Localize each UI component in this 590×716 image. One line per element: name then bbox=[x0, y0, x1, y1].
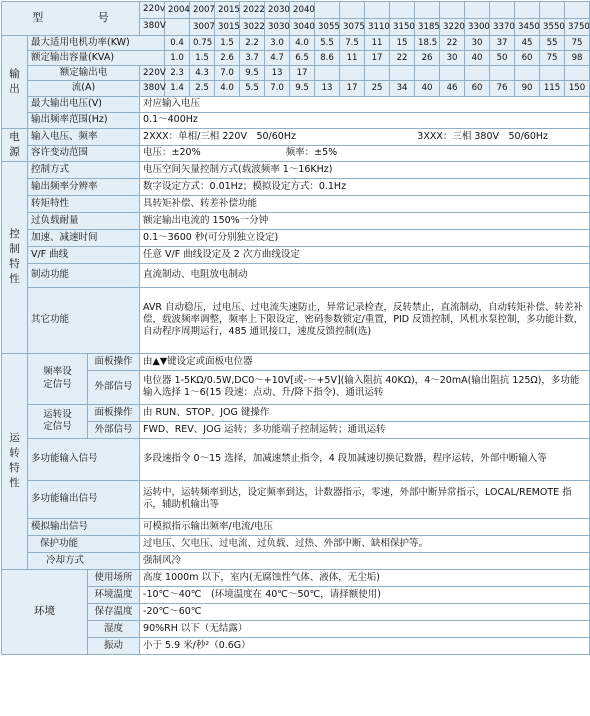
freq-set-label-2: 定信号 bbox=[43, 378, 72, 390]
model-cell: 3550 bbox=[540, 19, 565, 36]
section-char: 源 bbox=[9, 145, 20, 158]
section-char: 电 bbox=[9, 130, 20, 143]
current-380v-value: 9.5 bbox=[290, 81, 315, 96]
motor-power-value: 22 bbox=[440, 36, 465, 51]
freq-range-row bbox=[2, 112, 590, 128]
model-cell bbox=[565, 2, 590, 19]
model-cell: 2040 bbox=[290, 2, 315, 19]
current-220v-value: 13 bbox=[265, 66, 290, 81]
motor-power-value: 5.5 bbox=[315, 36, 340, 51]
capacity-value: 60 bbox=[515, 51, 540, 66]
current-380v-value: 40 bbox=[415, 81, 440, 96]
section-char: 制 bbox=[9, 243, 20, 256]
control-row bbox=[2, 263, 590, 287]
run-external-label: 外部信号 bbox=[88, 421, 140, 438]
current-label-1: 额定输出电 bbox=[28, 66, 140, 81]
section-char: 特 bbox=[9, 258, 20, 271]
control-row bbox=[2, 229, 590, 246]
model-cell: 2004 bbox=[165, 2, 190, 19]
control-value: 0.1～3600 秒(可分别独立设定) bbox=[140, 229, 590, 246]
control-value: 额定输出电流的 150%一分钟 bbox=[140, 212, 590, 229]
control-value: 数字设定方式：0.01Hz；模拟设定方式：0.1Hz bbox=[140, 178, 590, 195]
cooling-value: 强制风冷 bbox=[140, 552, 590, 569]
control-label: 过负载耐量 bbox=[28, 212, 140, 229]
model-cell: 3030 bbox=[265, 19, 290, 36]
freq-range-value: 0.1～400Hz bbox=[140, 112, 590, 128]
run-panel-value: 由 RUN、STOP、JOG 键操作 bbox=[140, 404, 590, 421]
model-cell: 3110 bbox=[365, 19, 390, 36]
env-value: 小于 5.9 米/秒²（0.6G） bbox=[140, 637, 590, 654]
current-220v-value: 7.0 bbox=[215, 66, 240, 81]
environment-section-header: 环境 bbox=[2, 569, 88, 654]
current-220v-value bbox=[465, 66, 490, 81]
multi-input-value: 多段速指令 0～15 选择，加减速禁止指令，4 段加减速切换记数器，程序运转，外部中断输入等 bbox=[140, 438, 590, 480]
protection-value: 过电压、欠电压、过电流、过负载、过热、外部中断、缺相保护等。 bbox=[140, 535, 590, 552]
freq-external-value-a: 电位器 1-5KΩ/0.5W,DC0～+10V[或-～+5V](输入阻抗 40KΩ)， bbox=[143, 374, 425, 386]
model-cell: 3022 bbox=[240, 19, 265, 36]
capacity-value: 2.6 bbox=[215, 51, 240, 66]
capacity-value: 1.5 bbox=[190, 51, 215, 66]
model-cell bbox=[415, 2, 440, 19]
control-value: 电压空间矢量控制方式(载波频率 1～16KHz) bbox=[140, 161, 590, 178]
current-220v-row bbox=[2, 66, 590, 81]
control-label: 制动功能 bbox=[28, 263, 140, 287]
voltage-380-label: 380V bbox=[140, 19, 165, 36]
multi-output-row bbox=[2, 480, 590, 518]
model-cell: 3007 bbox=[190, 19, 215, 36]
current-380v-value: 7.0 bbox=[265, 81, 290, 96]
current-380v-value: 5.5 bbox=[240, 81, 265, 96]
current-220v-value: 4.3 bbox=[190, 66, 215, 81]
section-char: 输 bbox=[9, 67, 20, 80]
freq-external-value bbox=[140, 370, 590, 404]
capacity-value: 75 bbox=[540, 51, 565, 66]
section-char: 运 bbox=[9, 432, 20, 445]
current-220v-value bbox=[315, 66, 340, 81]
model-label-1: 型 bbox=[32, 11, 44, 25]
control-row bbox=[2, 161, 590, 178]
run-panel-label: 面板操作 bbox=[88, 404, 140, 421]
motor-power-row bbox=[2, 36, 590, 51]
motor-power-value: 1.5 bbox=[215, 36, 240, 51]
model-cell: 3450 bbox=[515, 19, 540, 36]
env-label: 使用场所 bbox=[88, 569, 140, 586]
current-380v-label: 380V bbox=[140, 81, 165, 96]
multi-output-label: 多功能输出信号 bbox=[28, 480, 140, 518]
control-label: 控制方式 bbox=[28, 161, 140, 178]
model-cell bbox=[365, 2, 390, 19]
analog-output-row bbox=[2, 518, 590, 535]
env-row bbox=[2, 620, 590, 637]
model-cell: 3220 bbox=[440, 19, 465, 36]
current-220v-value bbox=[540, 66, 565, 81]
freq-external-label: 外部信号 bbox=[88, 370, 140, 404]
control-label: V/F 曲线 bbox=[28, 246, 140, 263]
current-380v-value: 13 bbox=[315, 81, 340, 96]
current-220v-value bbox=[490, 66, 515, 81]
capacity-value: 8.6 bbox=[315, 51, 340, 66]
model-label-2: 号 bbox=[97, 11, 109, 25]
control-label: 输出频率分辨率 bbox=[28, 178, 140, 195]
tolerance-value-a: 电压：±20% bbox=[143, 147, 201, 159]
model-header-cell bbox=[2, 2, 140, 36]
env-row bbox=[2, 586, 590, 603]
power-section-header bbox=[2, 128, 28, 161]
current-380v-value: 115 bbox=[540, 81, 565, 96]
tolerance-value-cell bbox=[140, 145, 590, 161]
current-380v-row bbox=[2, 81, 590, 96]
capacity-label: 额定输出容量(KVA) bbox=[28, 51, 165, 66]
model-cell: 2030 bbox=[265, 2, 290, 19]
env-row bbox=[2, 637, 590, 654]
env-value: 高度 1000m 以下，室内(无腐蚀性气体、液体，无尘垢) bbox=[140, 569, 590, 586]
operation-section-header bbox=[2, 353, 28, 569]
current-380v-value: 46 bbox=[440, 81, 465, 96]
current-380v-value: 150 bbox=[565, 81, 590, 96]
freq-panel-label: 面板操作 bbox=[88, 353, 140, 370]
multi-input-label: 多功能输入信号 bbox=[28, 438, 140, 480]
cooling-row bbox=[2, 552, 590, 569]
freq-external-value-b: 4～20mA(输出阻抗 125Ω)，多功能输入选择 1～6(15 段速：点动、升/降下指令)、通讯运转 bbox=[143, 374, 580, 399]
model-cell: 3150 bbox=[390, 19, 415, 36]
current-380v-value: 2.5 bbox=[190, 81, 215, 96]
control-label: 加速、减速时间 bbox=[28, 229, 140, 246]
capacity-value: 26 bbox=[415, 51, 440, 66]
motor-power-label: 最大适用电机功率(KW) bbox=[28, 36, 165, 51]
run-set-label bbox=[28, 404, 88, 438]
env-row bbox=[2, 569, 590, 586]
current-380v-value: 90 bbox=[515, 81, 540, 96]
max-voltage-row bbox=[2, 96, 590, 112]
protection-label: 保护功能 bbox=[28, 535, 140, 552]
input-value-a: 2XXX：单相/三相 220V 50/60Hz bbox=[143, 130, 296, 142]
model-cell: 3750 bbox=[565, 19, 590, 36]
run-set-external-row bbox=[2, 421, 590, 438]
current-220v-value bbox=[365, 66, 390, 81]
motor-power-value: 2.2 bbox=[240, 36, 265, 51]
control-label: 其它功能 bbox=[28, 287, 140, 353]
model-cell: 3075 bbox=[340, 19, 365, 36]
motor-power-value: 37 bbox=[490, 36, 515, 51]
section-char: 特 bbox=[9, 462, 20, 475]
capacity-value: 98 bbox=[565, 51, 590, 66]
input-value-b: 3XXX：三相 380V 50/60Hz bbox=[417, 130, 549, 142]
model-cell: 3300 bbox=[465, 19, 490, 36]
env-label: 保存温度 bbox=[88, 603, 140, 620]
env-label: 湿度 bbox=[88, 620, 140, 637]
capacity-value: 6.5 bbox=[290, 51, 315, 66]
spec-table bbox=[1, 1, 590, 655]
current-380v-value: 34 bbox=[390, 81, 415, 96]
tolerance-value-b: 频率：±5% bbox=[285, 147, 338, 159]
control-value: 任意 V/F 曲线设定及 2 次方曲线设定 bbox=[140, 246, 590, 263]
analog-output-value: 可模拟指示输出频率/电流/电压 bbox=[140, 518, 590, 535]
current-380v-value: 76 bbox=[490, 81, 515, 96]
protection-row bbox=[2, 535, 590, 552]
tolerance-label: 容许变动范围 bbox=[28, 145, 140, 161]
control-row bbox=[2, 287, 590, 353]
run-set-panel-row bbox=[2, 404, 590, 421]
run-set-label-1: 运转设 bbox=[43, 408, 72, 420]
motor-power-value: 0.4 bbox=[165, 36, 190, 51]
model-cell: 3055 bbox=[315, 19, 340, 36]
multi-input-row bbox=[2, 438, 590, 480]
control-label: 转矩特性 bbox=[28, 195, 140, 212]
current-label-2: 流(A) bbox=[28, 81, 140, 96]
current-220v-value bbox=[390, 66, 415, 81]
capacity-value: 22 bbox=[390, 51, 415, 66]
model-cell bbox=[465, 2, 490, 19]
model-cell bbox=[340, 2, 365, 19]
model-cell: 2015 bbox=[215, 2, 240, 19]
model-cell bbox=[490, 2, 515, 19]
freq-set-label bbox=[28, 353, 88, 404]
motor-power-value: 45 bbox=[515, 36, 540, 51]
model-cell: 3370 bbox=[490, 19, 515, 36]
capacity-row bbox=[2, 51, 590, 66]
section-char: 性 bbox=[9, 273, 20, 286]
model-cell: 2007 bbox=[190, 2, 215, 19]
voltage-220-label: 220v bbox=[140, 2, 165, 19]
capacity-value: 11 bbox=[340, 51, 365, 66]
freq-set-external-row bbox=[2, 370, 590, 404]
model-cell bbox=[515, 2, 540, 19]
capacity-value: 40 bbox=[465, 51, 490, 66]
current-220v-value: 2.3 bbox=[165, 66, 190, 81]
cooling-label: 冷却方式 bbox=[28, 552, 140, 569]
current-220v-value bbox=[340, 66, 365, 81]
motor-power-value: 75 bbox=[565, 36, 590, 51]
model-cell: 3185 bbox=[415, 19, 440, 36]
motor-power-value: 55 bbox=[540, 36, 565, 51]
capacity-value: 4.7 bbox=[265, 51, 290, 66]
model-cell: 3040 bbox=[290, 19, 315, 36]
multi-output-value: 运转中，运转频率到达，设定频率到达，计数器指示，零速，外部中断异常指示，LOCAL/REMOTE 指示，辅助机输出等 bbox=[140, 480, 590, 518]
model-cell bbox=[540, 2, 565, 19]
control-row bbox=[2, 212, 590, 229]
motor-power-value: 3.0 bbox=[265, 36, 290, 51]
capacity-value: 17 bbox=[365, 51, 390, 66]
analog-output-label: 模拟输出信号 bbox=[28, 518, 140, 535]
control-row bbox=[2, 178, 590, 195]
current-220v-label: 220V bbox=[140, 66, 165, 81]
run-set-label-2: 定信号 bbox=[43, 421, 72, 433]
current-380v-value: 17 bbox=[340, 81, 365, 96]
control-section-header bbox=[2, 161, 28, 353]
control-row bbox=[2, 246, 590, 263]
motor-power-value: 4.0 bbox=[290, 36, 315, 51]
capacity-value: 50 bbox=[490, 51, 515, 66]
env-value: -20℃～60℃ bbox=[140, 603, 590, 620]
motor-power-value: 15 bbox=[390, 36, 415, 51]
motor-power-value: 7.5 bbox=[340, 36, 365, 51]
env-value: 90%RH 以下（无结露） bbox=[140, 620, 590, 637]
model-cell: 2022 bbox=[240, 2, 265, 19]
input-label: 输入电压、频率 bbox=[28, 128, 140, 145]
input-value-cell bbox=[140, 128, 590, 145]
motor-power-value: 0.75 bbox=[190, 36, 215, 51]
current-380v-value: 25 bbox=[365, 81, 390, 96]
control-value: AVR 自动稳压，过电压、过电流失速防止，异常记录检查，反转禁止，直流制动，自动转矩补偿、转差补偿，载波频率调整，频率上下限设定，密码参数锁定/重置，PID 反馈控制，风机水泵控制，多功能计数，自动程序周期运行，485 通讯接口，速度反馈控制(选) bbox=[140, 287, 590, 353]
model-cell bbox=[165, 19, 190, 36]
model-cell bbox=[315, 2, 340, 19]
model-cell bbox=[440, 2, 465, 19]
motor-power-value: 18.5 bbox=[415, 36, 440, 51]
current-220v-value bbox=[565, 66, 590, 81]
current-220v-value bbox=[515, 66, 540, 81]
tolerance-row bbox=[2, 145, 590, 161]
env-label: 环境温度 bbox=[88, 586, 140, 603]
env-label: 振动 bbox=[88, 637, 140, 654]
current-220v-value bbox=[440, 66, 465, 81]
motor-power-value: 11 bbox=[365, 36, 390, 51]
freq-set-label-1: 频率设 bbox=[43, 366, 72, 378]
control-value: 直流制动、电阻放电制动 bbox=[140, 263, 590, 287]
model-cell bbox=[390, 2, 415, 19]
section-char: 出 bbox=[9, 82, 20, 95]
motor-power-value: 30 bbox=[465, 36, 490, 51]
freq-set-panel-row bbox=[2, 353, 590, 370]
run-external-value: FWD、REV、JOG 运转；多功能端子控制运转；通讯运转 bbox=[140, 421, 590, 438]
current-380v-value: 1.4 bbox=[165, 81, 190, 96]
section-char: 转 bbox=[9, 447, 20, 460]
current-220v-value: 9.5 bbox=[240, 66, 265, 81]
max-voltage-label: 最大输出电压(V) bbox=[28, 96, 140, 112]
control-row bbox=[2, 195, 590, 212]
section-char: 控 bbox=[9, 228, 20, 241]
model-cell: 3015 bbox=[215, 19, 240, 36]
header-row-220v bbox=[2, 2, 590, 19]
freq-panel-value: 由▲▼键设定或面板电位器 bbox=[140, 353, 590, 370]
max-voltage-value: 对应输入电压 bbox=[140, 96, 590, 112]
capacity-value: 1.0 bbox=[165, 51, 190, 66]
current-380v-value: 4.0 bbox=[215, 81, 240, 96]
env-value: -10℃～40℃ (环境温度在 40℃～50℃，请择额使用) bbox=[140, 586, 590, 603]
capacity-value: 3.7 bbox=[240, 51, 265, 66]
env-row bbox=[2, 603, 590, 620]
section-char: 性 bbox=[9, 477, 20, 490]
current-380v-value: 60 bbox=[465, 81, 490, 96]
control-value: 具转矩补偿、转差补偿功能 bbox=[140, 195, 590, 212]
freq-range-label: 输出频率范围(Hz) bbox=[28, 112, 140, 128]
input-row bbox=[2, 128, 590, 145]
output-section-header bbox=[2, 36, 28, 129]
current-220v-value bbox=[415, 66, 440, 81]
capacity-value: 30 bbox=[440, 51, 465, 66]
current-220v-value: 17 bbox=[290, 66, 315, 81]
